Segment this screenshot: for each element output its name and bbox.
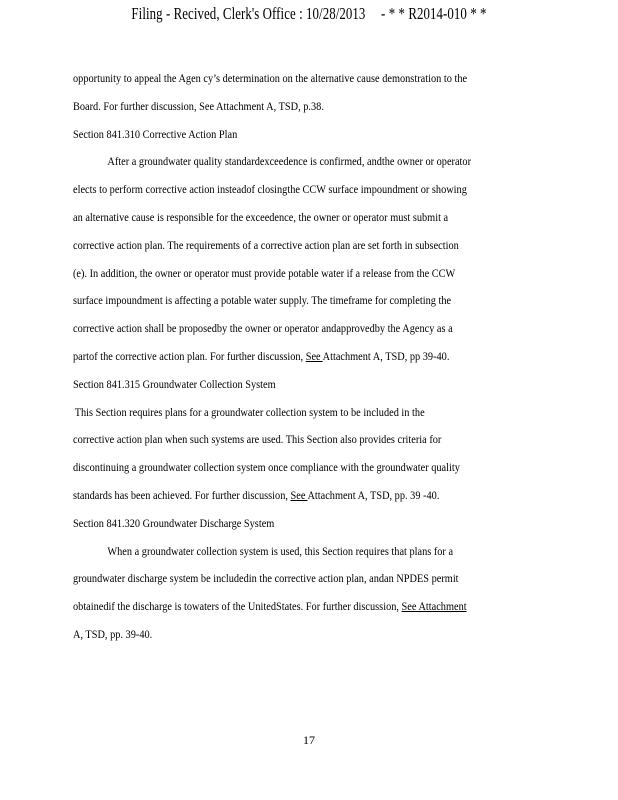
body-line-19: groundwater discharge system be includedin the corrective action plan, andan NPDES permit bbox=[73, 571, 459, 586]
body-line-21: A, TSD, pp. 39-40. bbox=[73, 626, 153, 641]
filing-header-left: Filing - Recived, Clerk's Office : 10/28/2013 bbox=[131, 4, 366, 23]
section-heading-841-310: Section 841.310 Corrective Action Plan bbox=[73, 126, 238, 141]
section-heading-841-315: Section 841.315 Groundwater Collection System bbox=[73, 376, 276, 391]
body-line-14: corrective action plan when such systems are used. This Section also provides criteria for bbox=[73, 432, 442, 447]
body-line-16 bbox=[73, 485, 470, 513]
document-body bbox=[73, 68, 535, 652]
body-line-18: When a groundwater collection system is used, this Section requires that plans for a bbox=[107, 543, 454, 558]
body-line-20 bbox=[73, 596, 470, 624]
body-line-15: discontinuing a groundwater collection system once compliance with the groundwater quality bbox=[73, 460, 460, 475]
body-line-11-text: partof the corrective action plan. For further discussion, bbox=[73, 348, 306, 363]
body-line-16-ref: Attachment A, TSD, pp. 39 -40. bbox=[307, 487, 440, 502]
body-line-8: (e). In addition, the owner or operator must provide potable water if a release from the CCW bbox=[73, 265, 456, 280]
body-line-4: After a groundwater quality standardexceedence is confirmed, andthe owner or operator bbox=[107, 154, 472, 169]
body-line-9: surface impoundment is affecting a potable water supply. The timeframe for completing the bbox=[73, 293, 452, 308]
body-line-11-ref: Attachment A, TSD, pp 39-40. bbox=[322, 348, 450, 363]
see-link: See bbox=[290, 487, 308, 502]
see-attachment-link: See Attachment bbox=[401, 599, 467, 614]
page-number: 17 bbox=[303, 733, 315, 747]
body-line-1: opportunity to appeal the Agen cy’s determination on the alternative cause demonstration to the bbox=[73, 71, 468, 85]
body-line-13: This Section requires plans for a groundwater collection system to be included in the bbox=[74, 404, 425, 419]
body-line-11 bbox=[73, 346, 470, 374]
filing-header-right: - * * R2014-010 * * bbox=[381, 4, 487, 23]
body-line-16-text: standards has been achieved. For further discussion, bbox=[73, 487, 291, 502]
section-heading-841-320: Section 841.320 Groundwater Discharge System bbox=[73, 515, 275, 530]
body-line-10: corrective action shall be proposedby the owner or operator andapprovedby the Agency as a bbox=[73, 321, 453, 336]
body-line-5: elects to perform corrective action insteadof closingthe CCW surface impoundment or showing bbox=[73, 182, 467, 197]
body-line-2: Board. For further discussion, See Attachment A, TSD, p.38. bbox=[73, 98, 324, 113]
filing-header bbox=[68, 4, 550, 24]
body-line-6: an alternative cause is responsible for the exceedence, the owner or operator must submit a bbox=[73, 209, 449, 224]
see-link: See bbox=[305, 348, 323, 363]
body-line-7: corrective action plan. The requirements of a corrective action plan are set forth in subsection bbox=[73, 237, 459, 252]
body-line-20-text: obtainedif the discharge is towaters of the UnitedStates. For further discussion, bbox=[73, 599, 402, 614]
